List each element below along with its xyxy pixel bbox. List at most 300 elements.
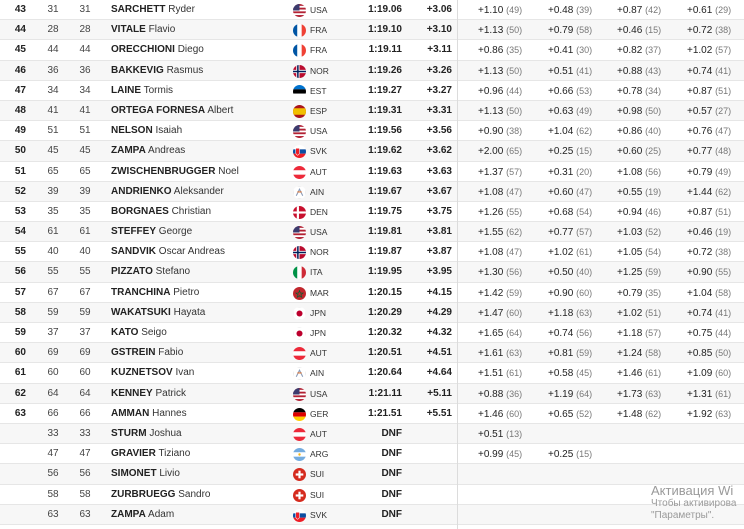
split-rank: (62) — [645, 408, 662, 419]
split-time-cell — [478, 404, 548, 425]
athlete-name[interactable] — [111, 81, 173, 101]
split-diff: +2.00 — [478, 146, 504, 158]
split-time-cell — [687, 404, 744, 425]
bib-cell: 67 — [47, 286, 59, 298]
bib-cell: 41 — [47, 104, 59, 116]
athlete-last-name: VITALE — [111, 24, 146, 36]
athlete-name[interactable] — [111, 182, 224, 202]
split-diff: +0.85 — [687, 348, 713, 360]
athlete-last-name: SARCHETT — [111, 4, 166, 15]
split-time-cell — [687, 0, 744, 21]
table-row[interactable] — [0, 303, 744, 323]
split-diff: +0.75 — [687, 328, 713, 339]
country-flag-icon — [293, 186, 306, 199]
run-time: 1:19.56 — [368, 125, 402, 137]
split-diff: +1.18 — [617, 328, 643, 339]
split-diff: +0.88 — [617, 65, 643, 77]
nation-code: AIN — [310, 368, 325, 379]
split-rank: (51) — [715, 85, 732, 96]
fis-cell: 36 — [79, 64, 91, 76]
split-diff: +1.73 — [617, 388, 643, 400]
run-time: 1:19.06 — [368, 4, 402, 15]
split-diff: +1.02 — [548, 247, 574, 259]
split-rank: (44) — [506, 85, 523, 96]
split-time-cell — [687, 20, 744, 41]
athlete-name[interactable] — [111, 444, 190, 464]
split-diff: +0.87 — [617, 5, 643, 16]
country-flag-icon — [293, 327, 306, 340]
table-row[interactable] — [0, 444, 744, 464]
split-rank: (56) — [576, 328, 593, 338]
table-row[interactable] — [0, 424, 744, 444]
bib-cell: 61 — [47, 226, 59, 238]
table-row[interactable] — [0, 384, 744, 404]
time-difference: +4.15 — [426, 286, 452, 298]
athlete-last-name: STEFFEY — [111, 226, 157, 238]
split-diff: +0.50 — [548, 267, 574, 279]
split-time-cell — [687, 61, 744, 82]
split-time-cell — [687, 202, 744, 223]
nation-code: USA — [310, 227, 328, 238]
athlete-name[interactable] — [111, 363, 194, 383]
athlete-first-name: Tiziano — [158, 448, 191, 460]
athlete-name[interactable] — [111, 0, 195, 20]
athlete-name[interactable] — [111, 222, 192, 242]
country-flag-icon — [293, 388, 306, 401]
time-difference: +4.64 — [426, 367, 452, 379]
athlete-name[interactable] — [111, 202, 211, 222]
time-difference: +3.10 — [426, 24, 452, 36]
split-rank: (55) — [715, 267, 732, 278]
country-flag-icon — [293, 367, 306, 380]
country-flag-icon — [293, 347, 306, 360]
athlete-name[interactable] — [111, 101, 233, 121]
athlete-last-name: WAKATSUKI — [111, 306, 171, 318]
split-rank: (63) — [645, 388, 662, 399]
split-diff: +1.05 — [617, 247, 643, 259]
split-time-cell — [687, 81, 744, 102]
split-rank: (61) — [645, 368, 662, 379]
time-difference: +3.26 — [426, 64, 452, 76]
split-rank: (38) — [506, 126, 523, 137]
split-time-cell — [687, 162, 744, 183]
country-flag-icon — [293, 44, 306, 57]
athlete-name[interactable] — [111, 40, 204, 60]
rank-cell: 55 — [14, 246, 26, 258]
athlete-last-name: ZURBRUEGG — [111, 488, 176, 500]
table-row[interactable] — [0, 505, 744, 525]
split-diff: +0.86 — [617, 126, 643, 138]
athlete-last-name: GRAVIER — [111, 448, 156, 460]
split-rank: (39) — [576, 5, 593, 15]
split-diff: +0.51 — [478, 428, 504, 440]
bib-cell: 35 — [47, 205, 59, 217]
split-time-cell — [548, 444, 618, 465]
run-time: 1:19.10 — [368, 24, 402, 36]
split-time-cell — [617, 20, 687, 41]
split-diff: +0.99 — [478, 449, 504, 461]
athlete-last-name: AMMAN — [111, 407, 150, 419]
split-time-cell — [617, 0, 687, 21]
table-row[interactable] — [0, 81, 744, 101]
athlete-name[interactable] — [111, 262, 190, 282]
athlete-first-name: Hannes — [152, 407, 187, 419]
split-rank: (19) — [645, 186, 662, 197]
split-time-cell — [617, 283, 687, 304]
rank-cell: 52 — [14, 185, 26, 197]
split-diff: +1.02 — [687, 45, 713, 57]
athlete-name[interactable] — [111, 424, 182, 444]
nation-code: USA — [310, 388, 328, 399]
country-flag-icon — [293, 307, 306, 320]
athlete-last-name: KUZNETSOV — [111, 367, 173, 379]
split-time-cell — [687, 242, 744, 263]
split-rank: (52) — [576, 408, 593, 419]
athlete-name[interactable] — [111, 283, 199, 303]
rank-cell: 58 — [14, 306, 26, 318]
split-rank: (27) — [715, 105, 732, 116]
nation-code: FRA — [310, 25, 327, 36]
split-rank: (50) — [506, 105, 523, 116]
bib-cell: 55 — [47, 266, 59, 278]
split-time-cell — [617, 222, 687, 243]
split-rank: (64) — [506, 328, 523, 338]
split-rank: (34) — [645, 85, 662, 96]
country-flag-icon — [293, 266, 306, 279]
rank-cell: 57 — [14, 286, 26, 298]
split-time-cell — [617, 40, 687, 61]
rank-cell: 54 — [14, 226, 26, 238]
athlete-first-name: Andreas — [148, 145, 186, 157]
athlete-last-name: BAKKEVIG — [111, 64, 164, 76]
watermark-line: Чтобы активирова — [651, 498, 737, 509]
athlete-name[interactable] — [111, 141, 185, 161]
split-time-cell — [548, 404, 618, 425]
fis-cell: 35 — [79, 205, 91, 217]
bib-cell: 63 — [47, 508, 59, 520]
country-flag-icon — [293, 85, 306, 98]
fis-cell: 65 — [79, 165, 91, 177]
split-time-cell — [548, 384, 618, 405]
run-time: 1:19.81 — [368, 226, 402, 238]
split-diff: +0.65 — [548, 408, 574, 420]
split-diff: +0.68 — [548, 206, 574, 218]
nation-code: JPN — [310, 328, 327, 338]
athlete-first-name: Ryder — [168, 4, 195, 15]
split-time-cell — [687, 384, 744, 405]
athlete-first-name: Patrick — [155, 387, 187, 399]
table-row[interactable] — [0, 61, 744, 81]
split-diff: +1.09 — [687, 368, 713, 380]
fis-cell: 69 — [79, 347, 91, 359]
table-row[interactable] — [0, 20, 744, 40]
split-rank: (57) — [576, 227, 593, 238]
table-row[interactable] — [0, 0, 744, 20]
rank-cell: 56 — [14, 266, 26, 278]
run-time: 1:20.15 — [368, 286, 402, 298]
split-time-cell — [617, 202, 687, 223]
athlete-name[interactable] — [111, 162, 239, 182]
watermark-title: Активация Wi — [651, 483, 734, 498]
table-row[interactable] — [0, 121, 744, 141]
table-row[interactable] — [0, 182, 744, 202]
country-flag-icon — [293, 4, 306, 17]
split-time-cell — [617, 303, 687, 324]
split-rank: (60) — [715, 368, 732, 379]
split-rank: (57) — [645, 328, 662, 338]
athlete-name[interactable] — [111, 303, 205, 323]
table-row[interactable] — [0, 262, 744, 282]
split-diff: +0.90 — [478, 126, 504, 138]
time-difference: +3.75 — [426, 205, 452, 217]
split-rank: (47) — [715, 126, 732, 137]
country-flag-icon — [293, 125, 306, 138]
run-time: 1:21.11 — [368, 387, 402, 399]
bib-cell: 39 — [47, 185, 59, 197]
split-time-cell — [478, 242, 548, 263]
split-rank: (62) — [715, 186, 732, 197]
country-flag-icon — [293, 166, 306, 179]
split-rank: (50) — [715, 348, 732, 359]
athlete-last-name: TRANCHINA — [111, 286, 171, 298]
split-diff: +1.51 — [478, 368, 504, 380]
time-difference: +3.81 — [426, 226, 452, 238]
split-rank: (46) — [645, 206, 662, 217]
split-time-cell — [548, 121, 618, 142]
split-diff: +1.44 — [687, 186, 713, 198]
rank-cell: 45 — [14, 44, 26, 56]
split-diff: +0.90 — [548, 287, 574, 299]
time-difference: +3.63 — [426, 165, 452, 177]
split-time-cell — [478, 101, 548, 122]
athlete-name[interactable] — [111, 121, 182, 141]
split-time-cell — [617, 121, 687, 142]
rank-cell: 62 — [14, 387, 26, 399]
split-diff: +0.79 — [617, 287, 643, 299]
table-row[interactable] — [0, 162, 744, 182]
table-row[interactable] — [0, 464, 744, 484]
fis-cell: 51 — [79, 125, 91, 137]
fis-cell: 64 — [79, 387, 91, 399]
split-diff: +1.03 — [617, 227, 643, 239]
split-rank: (62) — [576, 126, 593, 137]
bib-cell: 37 — [47, 327, 59, 338]
time-difference: +3.27 — [426, 84, 452, 96]
table-row[interactable] — [0, 242, 744, 262]
athlete-last-name: ZWISCHENBRUGGER — [111, 165, 216, 177]
split-diff: +0.81 — [548, 348, 574, 360]
split-rank: (41) — [576, 65, 593, 76]
nation-code: AUT — [310, 428, 327, 439]
split-diff: +1.02 — [617, 307, 643, 319]
split-rank: (64) — [576, 388, 593, 399]
split-time-cell — [687, 283, 744, 304]
split-rank: (61) — [576, 247, 593, 258]
country-flag-icon — [293, 246, 306, 259]
table-row[interactable] — [0, 485, 744, 505]
country-flag-icon — [293, 65, 306, 78]
fis-cell: 66 — [79, 407, 91, 419]
athlete-first-name: Livio — [159, 468, 180, 480]
split-time-cell — [687, 121, 744, 142]
split-diff: +1.08 — [617, 166, 643, 178]
split-time-cell — [478, 40, 548, 61]
athlete-first-name: Adam — [148, 508, 175, 520]
split-rank: (43) — [645, 65, 662, 76]
fis-cell: 34 — [79, 84, 91, 96]
split-rank: (35) — [506, 45, 523, 56]
bib-cell: 64 — [47, 387, 59, 399]
fis-cell: 45 — [79, 145, 91, 157]
split-rank: (62) — [506, 227, 523, 238]
athlete-name[interactable] — [111, 404, 187, 424]
split-diff: +1.13 — [478, 65, 504, 77]
nation-code: SUI — [310, 489, 325, 500]
split-rank: (56) — [645, 166, 662, 177]
split-rank: (49) — [715, 166, 732, 177]
run-time: 1:19.95 — [368, 266, 402, 278]
split-time-cell — [548, 323, 618, 344]
split-rank: (50) — [645, 105, 662, 116]
split-rank: (58) — [715, 287, 732, 298]
split-time-cell — [687, 323, 744, 344]
split-diff: +0.98 — [617, 105, 643, 117]
run-time: 1:19.87 — [368, 246, 402, 258]
fis-cell: 31 — [79, 4, 91, 15]
split-diff: +1.46 — [617, 368, 643, 380]
split-rank: (63) — [576, 307, 593, 318]
table-row[interactable] — [0, 222, 744, 242]
athlete-first-name: Tormis — [143, 84, 174, 96]
athlete-name[interactable] — [111, 61, 203, 81]
rank-cell: 43 — [14, 4, 26, 15]
split-rank: (15) — [576, 146, 593, 157]
split-time-cell — [548, 81, 618, 102]
table-row[interactable] — [0, 283, 744, 303]
watermark-line: "Параметры". — [651, 510, 715, 521]
table-row[interactable] — [0, 40, 744, 60]
fis-cell: 59 — [79, 306, 91, 318]
table-row[interactable] — [0, 343, 744, 363]
athlete-name[interactable] — [111, 323, 167, 343]
bib-cell: 47 — [47, 448, 59, 460]
split-diff: +0.72 — [687, 25, 713, 37]
bib-cell: 36 — [47, 64, 59, 76]
split-rank: (49) — [576, 105, 593, 116]
split-diff: +0.46 — [687, 227, 713, 239]
split-time-cell — [617, 162, 687, 183]
athlete-name[interactable] — [111, 505, 174, 525]
athlete-name[interactable] — [111, 464, 180, 484]
split-rank: (20) — [576, 166, 593, 177]
split-diff: +1.48 — [617, 408, 643, 420]
split-rank: (25) — [645, 146, 662, 157]
athlete-first-name: Hayata — [173, 306, 206, 318]
split-diff: +1.30 — [478, 267, 504, 279]
time-difference: +5.11 — [427, 387, 452, 399]
athlete-name[interactable] — [111, 485, 210, 505]
athlete-last-name: SIMONET — [111, 468, 157, 480]
split-time-cell — [687, 101, 744, 122]
windows-activation-watermark — [651, 483, 736, 522]
split-diff: +0.96 — [478, 85, 504, 97]
split-time-cell — [478, 202, 548, 223]
split-rank: (50) — [506, 65, 523, 76]
split-diff: +0.77 — [548, 227, 574, 239]
athlete-last-name: ORECCHIONI — [111, 44, 175, 56]
athlete-last-name: STURM — [111, 427, 147, 439]
athlete-name[interactable] — [111, 242, 225, 262]
table-row[interactable] — [0, 323, 744, 343]
nation-code: ESP — [310, 105, 328, 116]
table-row[interactable] — [0, 141, 744, 161]
table-row[interactable] — [0, 363, 744, 383]
split-rank: (38) — [715, 25, 732, 36]
run-time: 1:19.11 — [368, 44, 402, 56]
athlete-name[interactable] — [111, 343, 183, 363]
table-row[interactable] — [0, 404, 744, 424]
country-flag-icon — [293, 145, 306, 158]
nation-code: NOR — [310, 247, 329, 258]
run-time: 1:19.62 — [368, 145, 402, 157]
table-row[interactable] — [0, 101, 744, 121]
split-rank: (54) — [645, 247, 662, 258]
country-flag-icon — [293, 408, 306, 421]
split-rank: (57) — [506, 166, 523, 177]
athlete-name[interactable] — [111, 20, 175, 40]
split-diff: +0.63 — [548, 105, 574, 117]
athlete-last-name: SANDVIK — [111, 246, 157, 258]
split-diff: +0.60 — [617, 146, 643, 158]
bib-cell: 31 — [47, 4, 59, 15]
run-time: 1:19.75 — [368, 205, 402, 217]
split-time-cell — [617, 141, 687, 162]
split-time-cell — [548, 101, 618, 122]
athlete-first-name: Flavio — [148, 24, 176, 36]
split-time-cell — [617, 404, 687, 425]
split-time-cell — [478, 81, 548, 102]
split-diff: +0.51 — [548, 65, 574, 77]
fis-cell: 41 — [79, 104, 91, 116]
split-diff: +0.88 — [478, 388, 504, 400]
split-diff: +0.87 — [687, 206, 713, 218]
run-time: DNF — [381, 448, 402, 460]
athlete-last-name: PIZZATO — [111, 266, 153, 278]
country-flag-icon — [293, 24, 306, 37]
split-rank: (41) — [715, 307, 732, 318]
split-rank: (40) — [576, 267, 593, 278]
split-diff: +1.19 — [548, 388, 574, 400]
athlete-last-name: ZAMPA — [111, 508, 146, 520]
run-time: 1:20.64 — [368, 367, 402, 379]
split-diff: +0.74 — [687, 65, 713, 77]
nation-code: SUI — [310, 469, 325, 480]
split-diff: +1.92 — [687, 408, 713, 420]
split-diff: +1.65 — [478, 328, 504, 339]
column-divider — [457, 0, 458, 529]
split-time-cell — [548, 283, 618, 304]
split-diff: +0.61 — [687, 5, 713, 16]
athlete-name[interactable] — [111, 384, 186, 404]
split-time-cell — [617, 323, 687, 344]
split-diff: +0.90 — [687, 267, 713, 279]
athlete-first-name: Rasmus — [166, 64, 204, 76]
split-rank: (35) — [645, 287, 662, 298]
nation-code: DEN — [310, 206, 328, 217]
split-time-cell — [478, 363, 548, 384]
table-row[interactable] — [0, 202, 744, 222]
fis-cell: 40 — [79, 246, 91, 258]
